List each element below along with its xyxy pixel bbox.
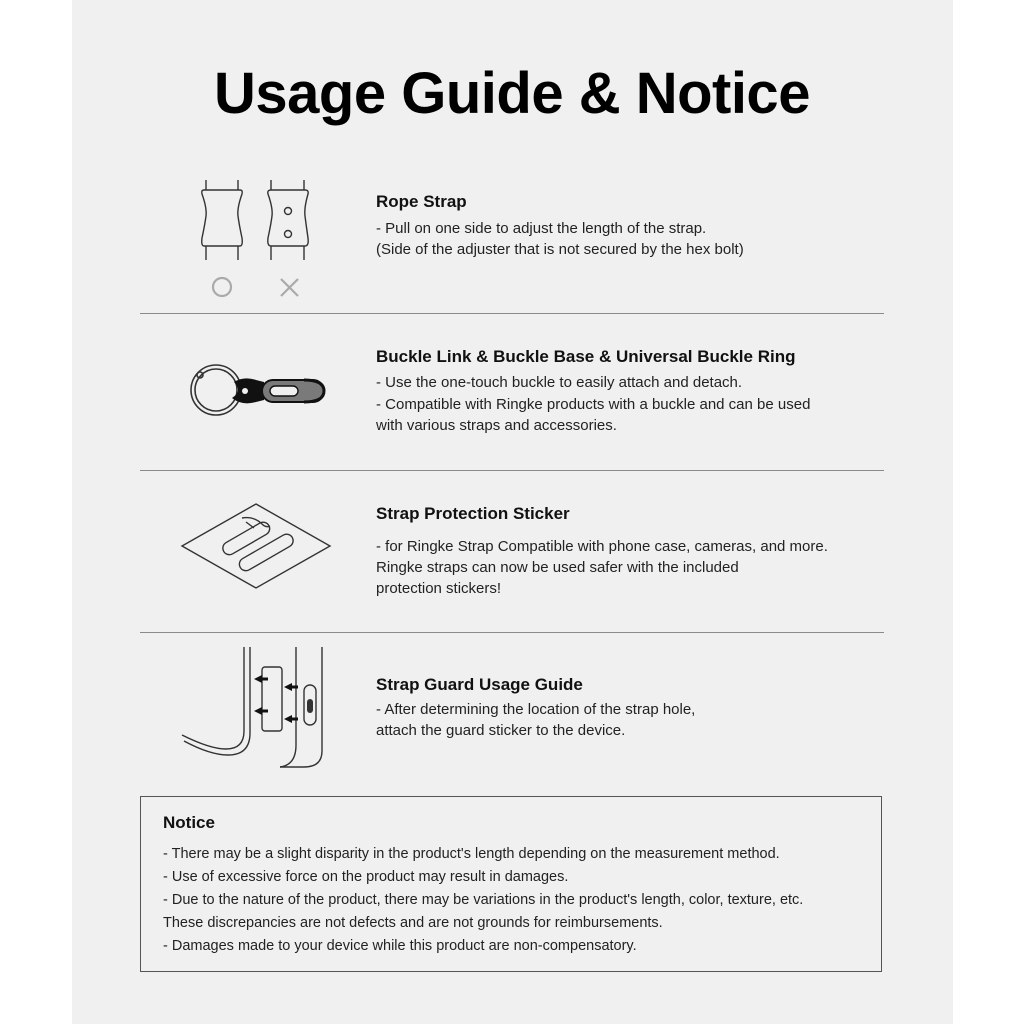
buckle-line-1: - Use the one-touch buckle to easily attach and detach. xyxy=(376,374,743,391)
wrong-x-icon xyxy=(281,279,298,296)
buckle-line-2: - Compatible with Ringke products with a buckle and can be used xyxy=(376,396,811,413)
sticker-line-3: protection stickers! xyxy=(376,580,502,597)
notice-line-3: - Due to the nature of the product, there may be variations in the product's length, color, texture, etc. xyxy=(163,892,804,908)
page-title: Usage Guide & Notice xyxy=(214,61,810,126)
notice-line-4: These discrepancies are not defects and are not grounds for reimbursements. xyxy=(163,915,663,931)
sticker-line-1: - for Ringke Strap Compatible with phone case, cameras, and more. xyxy=(376,538,828,555)
rope-strap-illustration xyxy=(195,178,315,303)
rope-strap-line-2: (Side of the adjuster that is not secured by the hex bolt) xyxy=(376,241,744,258)
rope-strap-heading: Rope Strap xyxy=(376,192,467,211)
rope-strap-line-1: - Pull on one side to adjust the length of the strap. xyxy=(376,220,707,237)
notice-heading: Notice xyxy=(163,813,215,832)
buckle-heading: Buckle Link & Buckle Base & Universal Buckle Ring xyxy=(376,347,796,366)
buckle-line-3: with various straps and accessories. xyxy=(376,417,617,434)
notice-line-1: - There may be a slight disparity in the product's length depending on the measurement method. xyxy=(163,846,780,862)
buckle-ring-icon xyxy=(186,358,334,422)
strap-guard-line-1: - After determining the location of the strap hole, xyxy=(376,701,696,718)
sticker-line-2: Ringke straps can now be used safer with the included xyxy=(376,559,739,576)
notice-line-5: - Damages made to your device while this product are non-compensatory. xyxy=(163,938,637,954)
section-divider xyxy=(140,313,884,314)
sticker-icon xyxy=(180,502,332,590)
section-divider xyxy=(140,632,884,633)
sticker-heading: Strap Protection Sticker xyxy=(376,504,570,523)
notice-box xyxy=(140,796,882,972)
strap-guard-heading: Strap Guard Usage Guide xyxy=(376,675,583,694)
strap-guard-line-2: attach the guard sticker to the device. xyxy=(376,722,626,739)
strap-guard-icon xyxy=(180,645,330,770)
section-divider xyxy=(140,470,884,471)
notice-line-2: - Use of excessive force on the product may result in damages. xyxy=(163,869,569,885)
correct-circle-icon xyxy=(213,278,231,296)
